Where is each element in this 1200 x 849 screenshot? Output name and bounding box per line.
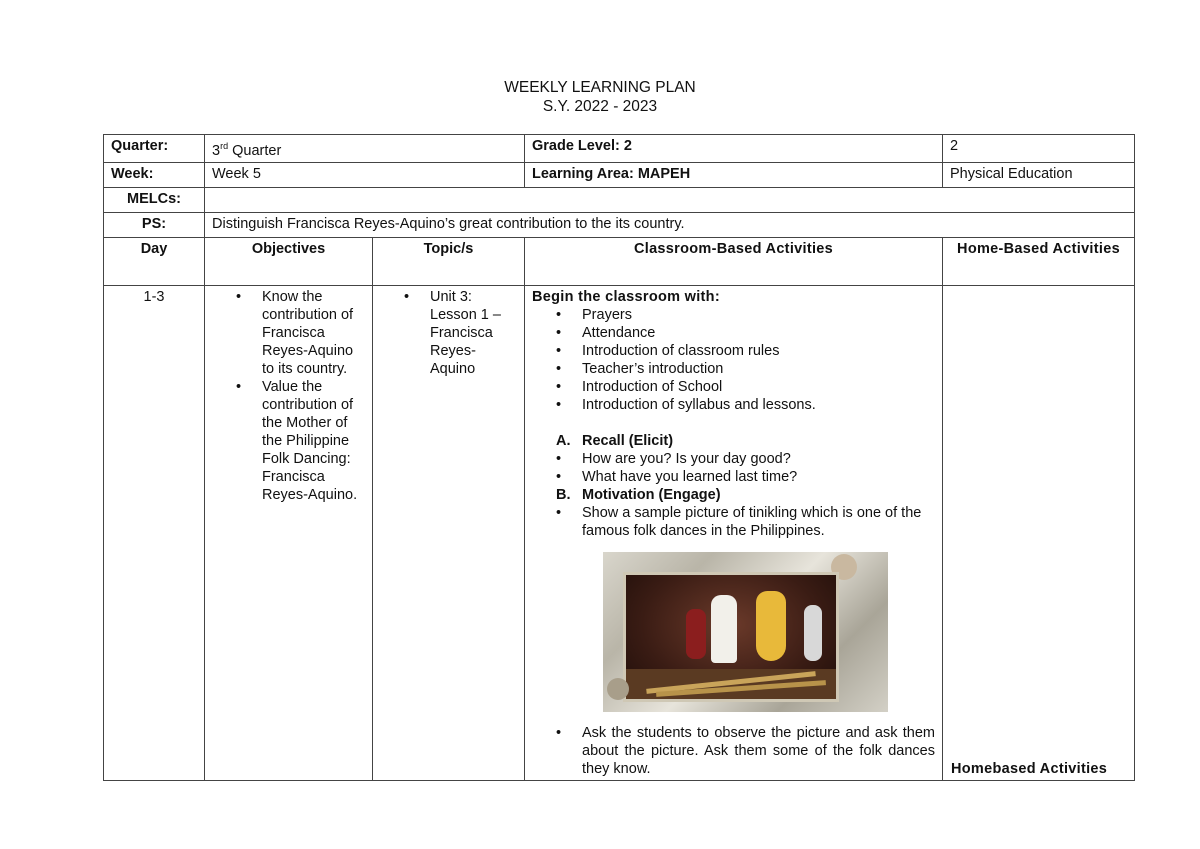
school-year: S.Y. 2022 - 2023 bbox=[542, 98, 658, 115]
quarter-number: 3 bbox=[212, 142, 221, 159]
begin-item: • Teacher’s introduction bbox=[556, 360, 935, 378]
lesson-row bbox=[104, 285, 1135, 780]
topic-item: • Unit 3: Lesson 1 – Francisca Reyes-Aquino bbox=[404, 288, 517, 378]
begin-item: • Introduction of School bbox=[556, 378, 935, 396]
home-activities-cell bbox=[943, 285, 1135, 780]
ps-label: PS: bbox=[104, 212, 205, 237]
objective-item: • Know the contribution of Francisca Reyes-Aquino to its country. bbox=[236, 288, 365, 378]
motivation-heading bbox=[532, 486, 935, 504]
recall-item: • How are you? Is your day good? bbox=[556, 450, 935, 468]
col-classroom-activities: Classroom-Based Activities bbox=[525, 237, 943, 285]
quarter-word: Quarter bbox=[228, 142, 282, 159]
observe-list bbox=[532, 724, 935, 778]
classroom-activities-cell bbox=[525, 285, 943, 780]
column-header-row bbox=[104, 237, 1135, 285]
quarter-ordinal: rd bbox=[220, 141, 229, 151]
quarter-label: Quarter: bbox=[104, 135, 205, 163]
week-row bbox=[104, 162, 1135, 187]
grade-level-value: 2 bbox=[943, 135, 1135, 163]
recall-item: • What have you learned last time? bbox=[556, 468, 935, 486]
motivation-letter: B. bbox=[556, 486, 571, 503]
objective-item: • Value the contribution of the Mother of the Philippine Folk Dancing: Francisca Reyes-Aquino. bbox=[236, 378, 365, 504]
objectives-cell bbox=[205, 285, 373, 780]
begin-list bbox=[532, 306, 935, 414]
topics-cell bbox=[373, 285, 525, 780]
begin-heading: Begin the classroom with: bbox=[532, 288, 720, 305]
ps-row bbox=[104, 212, 1135, 237]
recall-list bbox=[532, 450, 935, 486]
begin-item: • Prayers bbox=[556, 306, 935, 324]
melcs-value bbox=[205, 187, 1135, 212]
quarter-row bbox=[104, 135, 1135, 163]
grade-level-label: Grade Level: 2 bbox=[525, 135, 943, 163]
objectives-list bbox=[212, 288, 365, 504]
topics-list bbox=[380, 288, 517, 378]
plan-title: WEEKLY LEARNING PLAN bbox=[504, 79, 696, 96]
motivation-title: Motivation (Engage) bbox=[582, 486, 721, 503]
ps-value: Distinguish Francisca Reyes-Aquino’s great contribution to the its country. bbox=[205, 212, 1135, 237]
motivation-list bbox=[532, 504, 935, 540]
day-cell: 1-3 bbox=[104, 285, 205, 780]
observe-item: • Ask the students to observe the picture and ask them about the picture. Ask them some of the folk dances they know. bbox=[556, 724, 935, 778]
begin-item: • Introduction of syllabus and lessons. bbox=[556, 396, 935, 414]
col-objectives: Objectives bbox=[205, 237, 373, 285]
quarter-value bbox=[205, 135, 525, 163]
melcs-label: MELCs: bbox=[104, 187, 205, 212]
motivation-item: • Show a sample picture of tinikling which is one of the famous folk dances in the Philippines. bbox=[556, 504, 935, 540]
col-topics: Topic/s bbox=[373, 237, 525, 285]
learning-area-value: Physical Education bbox=[943, 162, 1135, 187]
learning-plan-table bbox=[103, 134, 1135, 781]
learning-area-label: Learning Area: MAPEH bbox=[525, 162, 943, 187]
document-title bbox=[0, 78, 1200, 116]
tinikling-picture-wrap bbox=[532, 540, 935, 724]
col-home-activities: Home-Based Activities bbox=[943, 237, 1135, 285]
recall-heading bbox=[532, 432, 935, 450]
recall-title: Recall (Elicit) bbox=[582, 432, 674, 449]
tinikling-picture bbox=[603, 552, 888, 712]
homebased-activities-label: Homebased Activities bbox=[951, 760, 1108, 777]
col-day: Day bbox=[104, 237, 205, 285]
recall-letter: A. bbox=[556, 432, 571, 449]
begin-item: • Introduction of classroom rules bbox=[556, 342, 935, 360]
week-value: Week 5 bbox=[205, 162, 525, 187]
begin-item: • Attendance bbox=[556, 324, 935, 342]
melcs-row bbox=[104, 187, 1135, 212]
week-label: Week: bbox=[104, 162, 205, 187]
